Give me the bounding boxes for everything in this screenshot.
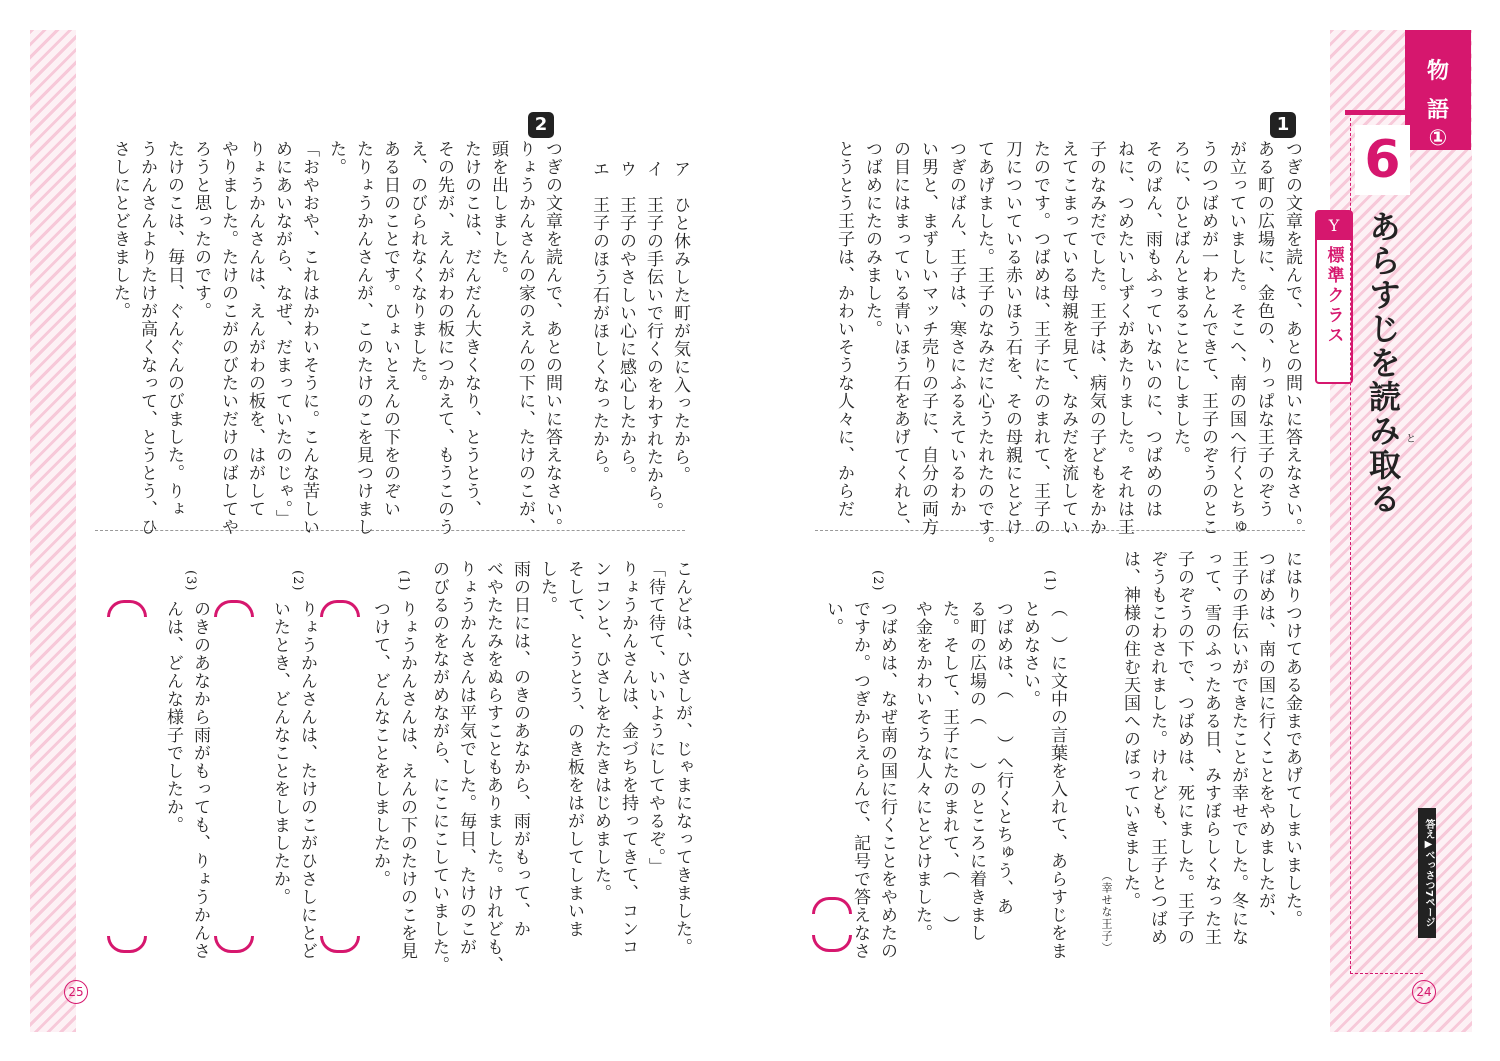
answer-bracket-top[interactable]	[214, 600, 254, 617]
text-column: その先が、えんがわの板につかえて、もうこのう	[434, 140, 454, 536]
answer-bracket-bottom[interactable]	[107, 936, 147, 953]
text-column: こんどは、ひさしが、じゃまになってきました。	[672, 560, 692, 956]
text-column: ウ 王子のやさしい心に感心したから。	[616, 160, 636, 484]
q1-2-text	[815, 600, 897, 960]
q2-3-text	[148, 600, 210, 960]
text-column: そのばん、雨もふっていないのに、つばめのは	[1142, 140, 1162, 518]
text-column: さしにとどきました。	[110, 140, 130, 320]
text-column: ある町の広場に、金色の、りっぱな王子のぞう	[1254, 140, 1274, 518]
page-number-right: 24	[1412, 980, 1436, 1004]
question-number-1: 1	[1270, 112, 1296, 138]
text-column: た。	[326, 140, 346, 176]
text-column: ですか。つぎからえらんで、記号で答えなさ	[850, 600, 870, 960]
passage-1-upper	[820, 140, 1302, 554]
answer-bracket-top[interactable]	[107, 600, 147, 617]
answer-bracket-bottom[interactable]	[214, 936, 254, 953]
text-column: りょうかんさんは、えんの下のたけのこを見	[397, 600, 417, 960]
text-column: りょうかんさんは、えんがわの板を、はがして	[245, 140, 265, 518]
text-column: や金をかわいそうな人々にとどけました。	[912, 600, 932, 942]
q2-3-label: (3)	[183, 570, 198, 592]
answer-choices	[578, 160, 688, 520]
text-column: とうとう王子は、かわいそうな人々に、からだ	[834, 140, 854, 518]
passage-1-source: （幸せな王子）	[1100, 870, 1113, 954]
text-column: つばめは、（ ）へ行くとちゅう、あ	[993, 600, 1013, 916]
text-column: えてこまっている母親を見て、なみだを流してい	[1058, 140, 1078, 536]
divider-left	[95, 530, 685, 531]
answer-bracket-bottom[interactable]	[812, 935, 852, 952]
unit-title: あらすじを読み取る	[1364, 210, 1402, 516]
text-column: りょうかんさんは、たけのこがひさしにとど	[297, 600, 317, 960]
sprout-icon: Y	[1317, 212, 1351, 240]
text-column: ろうと思ったのです。	[191, 140, 211, 320]
text-column: りょうかんさんの家のえんの下に、たけのこが、	[515, 140, 535, 536]
text-column: ンコンと、ひさしをたたきはじめました。	[591, 560, 611, 902]
unit-number: 6	[1355, 125, 1410, 195]
text-column: ねに、つめたいしずくがあたりました。それは王	[1114, 140, 1134, 536]
title-ruby: と	[1406, 434, 1416, 445]
text-column: つばめにたのみました。	[862, 140, 882, 338]
text-column: い。	[823, 600, 843, 636]
text-column: んは、どんな様子でしたか。	[163, 600, 183, 834]
page-number-left: 25	[64, 980, 88, 1004]
text-column: つぎの文章を読んで、あとの問いに答えなさい。	[1282, 140, 1302, 536]
text-column: ア ひと休みした町が気に入ったから。	[670, 160, 690, 484]
text-column: のきのあなから雨がもっても、りょうかんさ	[190, 600, 210, 960]
class-label-box	[1315, 210, 1353, 384]
text-column: ある日のことです。ひょいとえんの下をのぞい	[380, 140, 400, 518]
text-column: てあげました。王子のなみだに心うたれたのです。	[974, 140, 994, 554]
q1-1-text	[900, 600, 1067, 960]
text-column: のびるのをながめながら、にこにこしていました。	[429, 560, 449, 974]
text-column: は、神様の住む天国へのぼっていきました。	[1120, 550, 1140, 910]
text-column: べやたたみをぬらすこともありました。けれども、	[483, 560, 503, 974]
text-column: やりました。たけのこがのびたいだけのばしてや	[218, 140, 238, 536]
unit-header-bar	[1345, 110, 1405, 115]
left-margin-stripe	[30, 30, 76, 1032]
pink-dashed-frame	[1350, 118, 1423, 974]
text-column: つばめは、なぜ南の国に行くことをやめたの	[877, 600, 897, 960]
text-column: た。そして、王子にたのまれて、（ ）	[939, 600, 959, 934]
text-column: イ 王子の手伝いで行くのをわすれたから。	[643, 160, 663, 520]
answer-tab[interactable]: 答え▶べっさつ7ページ	[1418, 808, 1436, 938]
text-column: 「待て待て、いいようにしてやるぞ。」	[645, 560, 665, 876]
text-column: たりょうかんさんが、このたけのこを見つけまし	[353, 140, 373, 536]
text-column: たけのこは、毎日、ぐんぐんのびました。りょ	[164, 140, 184, 518]
q2-1-label: (1)	[396, 570, 411, 592]
passage-2-lower	[412, 560, 692, 974]
class-label: 標準クラス	[1323, 246, 1344, 346]
q1-2-label: (2)	[870, 570, 885, 592]
text-column: つけて、どんなことをしましたか。	[370, 600, 390, 888]
text-column: 「おやおや、これはかわいそうに。こんな苦しい	[299, 140, 319, 536]
question-number-2: 2	[528, 112, 554, 138]
text-column: たけのこは、だんだん大きくなり、とうとう、	[461, 140, 481, 518]
text-column: 王子の手伝いができたことが幸せでした。冬にな	[1228, 550, 1248, 946]
text-column: とめなさい。	[1020, 600, 1040, 708]
text-column: って、雪のふったある日、みすぼらしくなった王	[1201, 550, 1221, 946]
text-column: え、のびられなくなりました。	[407, 140, 427, 392]
text-column: エ 王子のほう石がほしくなったから。	[589, 160, 609, 484]
text-column: 頭を出しました。	[488, 140, 508, 284]
text-column: 子のなみだでした。王子は、病気の子どもをかか	[1086, 140, 1106, 536]
text-column: （ ）に文中の言葉を入れて、あらすじをま	[1047, 600, 1067, 960]
text-column: うかんさんよりたけが高くなって、とうとう、ひ	[137, 140, 157, 536]
answer-bracket-bottom[interactable]	[320, 936, 360, 953]
text-column: る町の広場の（ ）のところに着きまし	[966, 600, 986, 942]
text-column: が立っていました。そこへ、南の国へ行くとちゅ	[1226, 140, 1246, 536]
passage-1-lower	[1100, 550, 1300, 950]
text-column: めにあいながら、なぜ、だまっていたのじゃ。」	[272, 140, 292, 528]
category-number: ①	[1428, 126, 1448, 151]
passage-2-upper	[95, 140, 562, 536]
text-column: たのです。つばめは、王子にたのまれて、王子の	[1030, 140, 1050, 536]
text-column: の目にはまっている青いほう石をあげてくれと、	[890, 140, 910, 536]
text-column: した。	[537, 560, 557, 614]
answer-bracket-top[interactable]	[320, 600, 360, 617]
text-column: うのつばめが一わとんできて、王子のぞうのとこ	[1198, 140, 1218, 536]
q2-2-label: (2)	[290, 570, 305, 592]
text-column: 雨の日には、のきのあなから、雨がもって、か	[510, 560, 530, 938]
text-column: つばめは、南の国に行くことをやめましたが、	[1255, 550, 1275, 928]
text-column: りょうかんさんは平気でした。毎日、たけのこが	[456, 560, 476, 956]
q2-2-text	[255, 600, 317, 960]
q2-1-text	[355, 600, 417, 960]
text-column: い男と、まずしいマッチ売りの子に、自分の両方	[918, 140, 938, 536]
text-column: 刀についている赤いほう石を、その母親にとどけ	[1002, 140, 1022, 536]
text-column: 子のぞうの下で、つばめは、死にました。王子の	[1174, 550, 1194, 946]
text-column: にはりつけてある金まであげてしまいました。	[1282, 550, 1302, 928]
category-line2: 語	[1426, 98, 1449, 123]
text-column: いたとき、どんなことをしましたか。	[270, 600, 290, 906]
text-column: ぞうもこわされました。けれども、王子とつばめ	[1147, 550, 1167, 946]
text-column: りょうかんさんは、金づちを持ってきて、コンコ	[618, 560, 638, 956]
text-column: そして、とうとう、のき板をはがしてしまいま	[564, 560, 584, 938]
category-line1: 物	[1426, 59, 1449, 84]
text-column: つぎのばん、王子は、寒さにふるえているわか	[946, 140, 966, 518]
text-column: つぎの文章を読んで、あとの問いに答えなさい。	[542, 140, 562, 536]
text-column: ろに、ひとばんとまることにしました。	[1170, 140, 1190, 464]
q1-1-label: (1)	[1042, 570, 1057, 592]
